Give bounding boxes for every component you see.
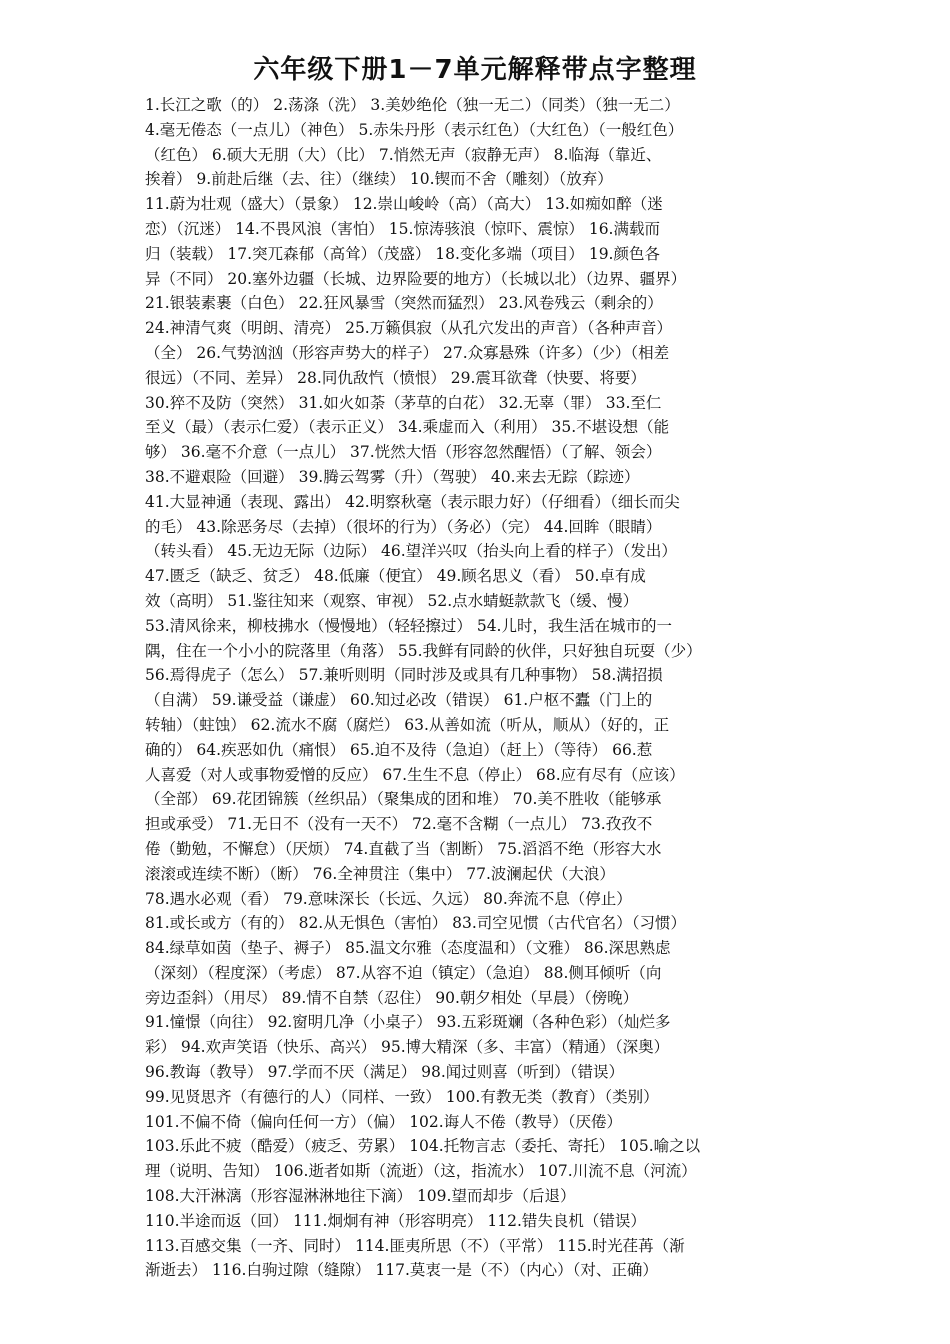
text-line: （全） 26.气势汹汹（形容声势大的样子） 27.众寡悬殊（许多）（少）（相差: [145, 343, 670, 362]
text-line: 96.教诲（教导） 97.学而不厌（满足） 98.闻过则喜（听到）（错误）: [145, 1063, 625, 1082]
text-line: 担或承受） 71.无日不（没有一天不） 72.毫不含糊（一点儿） 73.孜孜不: [145, 815, 653, 834]
text-line: 确的） 64.疾恶如仇（痛恨） 65.迫不及待（急迫）（赶上）（等待） 66.惹: [145, 740, 653, 759]
text-line: （全部） 69.花团锦簇（丝织品）（聚集成的团和堆） 70.美不胜收（能够承: [145, 790, 662, 809]
text-line: 78.遇水必观（看） 79.意味深长（长远、久远） 80.奔流不息（停止）: [145, 889, 632, 908]
text-line: 归（装载） 17.突兀森郁（高耸）（茂盛） 18.变化多端（项目） 19.颜色各: [145, 244, 660, 263]
text-line: 滚滚或连续不断）（断） 76.全神贯注（集中） 77.波澜起伏（大浪）: [145, 864, 615, 883]
text-line: 30.猝不及防（突然） 31.如火如荼（茅草的白花） 32.无辜（罪） 33.至仁: [145, 393, 662, 412]
text-line: 41.大显神通（表现、露出） 42.明察秋毫（表示眼力好）（仔细看）（细长而尖: [145, 492, 680, 511]
document-body: [145, 93, 815, 1283]
text-line: 彩） 94.欢声笑语（快乐、高兴） 95.博大精深（多、丰富）（精通）（深奥）: [145, 1038, 670, 1057]
text-line: 异（不同） 20.塞外边疆（长城、边界险要的地方）（长城以北）（边界、疆界）: [145, 269, 687, 288]
text-line: （自满） 59.谦受益（谦虚） 60.知过必改（错误） 61.户枢不蠹（门上的: [145, 691, 653, 710]
text-line: 恋）（沉迷） 14.不畏风浪（害怕） 15.惊涛骇浪（惊吓、震惊） 16.满载而: [145, 219, 660, 238]
text-line: 隅，住在一个小小的院落里（角落） 55.我鲜有同龄的伙伴，只好独自玩耍（少）: [145, 641, 702, 660]
document-title: 六年级下册1－7单元解释带点字整理: [253, 55, 697, 85]
text-line: 倦（勤勉，不懈怠）（厌烦） 74.直截了当（割断） 75.滔滔不绝（形容大水: [145, 839, 662, 858]
text-line: 84.绿草如茵（垫子、褥子） 85.温文尔雅（态度温和）（文雅） 86.深思熟虑: [145, 939, 671, 958]
text-line: 很远）（不同、差异） 28.同仇敌忾（愤恨） 29.震耳欲聋（快要、将要）: [145, 368, 646, 387]
text-line: 至义（最）（表示仁爱）（表示正义） 34.乘虚而入（利用） 35.不堪设想（能: [145, 418, 670, 437]
text-line: 91.憧憬（向往） 92.窗明几净（小桌子） 93.五彩斑斓（各种色彩）（灿烂多: [145, 1013, 671, 1032]
text-line: 1.长江之歌（的） 2.荡涤（洗） 3.美妙绝伦（独一无二）（同类）（独一无二）: [145, 96, 680, 114]
text-line: 108.大汗淋漓（形容湿淋淋地往下滴） 109.望而却步（后退）: [145, 1187, 576, 1206]
text-line: 人喜爱（对人或事物爱憎的反应） 67.生生不息（停止） 68.应有尽有（应该）: [145, 765, 685, 784]
text-line: （红色） 6.硕大无朋（大）（比） 7.悄然无声（寂静无声） 8.临海（靠近、: [145, 145, 662, 164]
text-line: （深刻）（程度深）（考虑） 87.从容不迫（镇定）（急迫） 88.侧耳倾听（向: [145, 963, 662, 982]
text-line: 的毛） 43.除恶务尽（去掉）（很坏的行为）（务必）（完） 44.回眸（眼睛）: [145, 517, 662, 536]
text-line: 21.银装素裹（白色） 22.狂风暴雪（突然而猛烈） 23.风卷残云（剩余的）: [145, 294, 663, 313]
text-line: 11.蔚为壮观（盛大）（景象） 12.崇山峻岭（高）（高大） 13.如痴如醉（迷: [145, 195, 663, 214]
text-line: 103.乐此不疲（酷爱）（疲乏、劳累） 104.托物言志（委托、寄托） 105.喻之以: [145, 1137, 701, 1156]
text-line: 113.百感交集（一齐、同时） 114.匪夷所思（不）（平常） 115.时光荏苒（渐: [145, 1236, 685, 1255]
text-line: 101.不偏不倚（偏向任何一方）（偏） 102.诲人不倦（教导）（厌倦）: [145, 1112, 622, 1131]
text-line: 110.半途而返（回） 111.炯炯有神（形容明亮） 112.错失良机（错误）: [145, 1211, 646, 1230]
text-line: 53.清风徐来，柳枝拂水（慢慢地）（轻轻擦过） 54.儿时，我生活在城市的一: [145, 616, 672, 635]
text-line: 旁边歪斜）（用尽） 89.情不自禁（忍住） 90.朝夕相处（早晨）（傍晚）: [145, 988, 639, 1007]
text-line: 4.毫无倦态（一点儿）（神色） 5.赤朱丹彤（表示红色）（大红色）（一般红色）: [145, 120, 684, 139]
text-line: 够） 36.毫不介意（一点儿） 37.恍然大悟（形容忽然醒悟）（了解、领会）: [145, 443, 662, 462]
text-line: 56.焉得虎子（怎么） 57.兼听则明（同时涉及或具有几种事物） 58.满招损: [145, 666, 663, 685]
text-line: 47.匮乏（缺乏、贫乏） 48.低廉（便宜） 49.顾名思义（看） 50.卓有成: [145, 567, 646, 586]
text-line: 99.见贤思齐（有德行的人）（同样、一致） 100.有教无类（教育）（类别）: [145, 1087, 659, 1106]
text-line: 挨着） 9.前赴后继（去、往）（继续） 10.锲而不舍（雕刻）（放弃）: [145, 170, 613, 189]
text-line: 渐逝去） 116.白驹过隙（缝隙） 117.莫衷一是（不）（内心）（对、正确）: [145, 1261, 658, 1280]
text-line: 24.神清气爽（明朗、清亮） 25.万籁俱寂（从孔穴发出的声音）（各种声音）: [145, 319, 672, 338]
text-line: 38.不避艰险（回避） 39.腾云驾雾（升）（驾驶） 40.来去无踪（踪迹）: [145, 467, 640, 486]
text-line: 理（说明、告知） 106.逝者如斯（流逝）（这，指流水） 107.川流不息（河流）: [145, 1162, 697, 1181]
text-line: （转头看） 45.无边无际（边际） 46.望洋兴叹（抬头向上看的样子）（发出）: [145, 542, 677, 561]
text-line: 81.或长或方（有的） 82.从无惧色（害怕） 83.司空见惯（古代官名）（习惯）: [145, 914, 687, 933]
text-line: 效（高明） 51.鉴往知来（观察、审视） 52.点水蜻蜓款款飞（缓、慢）: [145, 591, 639, 610]
text-line: 转轴）（蛀蚀） 62.流水不腐（腐烂） 63.从善如流（听从，顺从）（好的，正: [145, 715, 670, 734]
